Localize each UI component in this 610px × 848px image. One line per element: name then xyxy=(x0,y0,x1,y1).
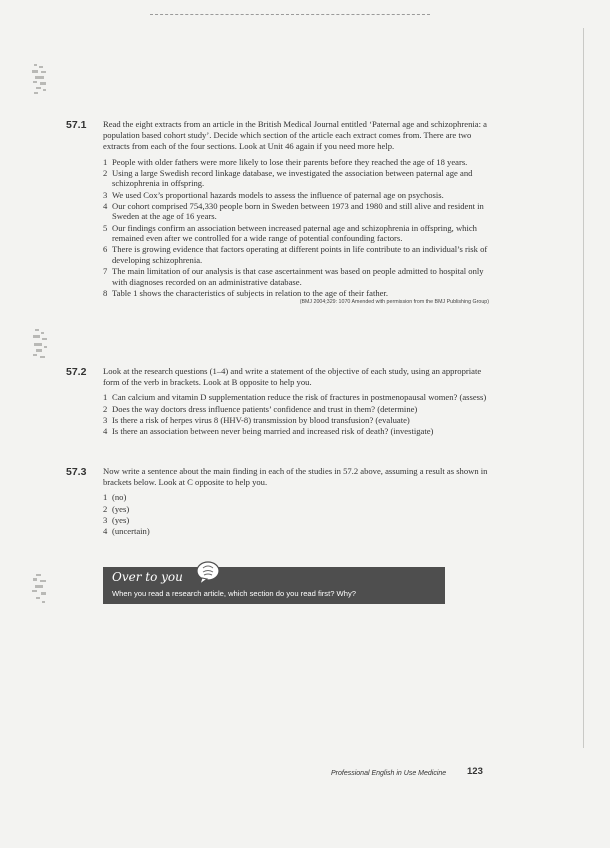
book-title: Professional English in Use Medicine xyxy=(331,770,447,777)
item-number: 3 xyxy=(103,414,108,425)
item-number: 4 xyxy=(103,200,108,211)
item-number: 8 xyxy=(103,287,108,298)
list-item xyxy=(103,190,493,201)
item-number: 3 xyxy=(103,189,108,200)
binder-hole-mark xyxy=(30,328,52,362)
page-number: 123 xyxy=(467,766,483,777)
item-text: Table 1 shows the characteristics of subjects in relation to the age of their father. xyxy=(112,287,388,298)
list-item xyxy=(103,168,493,189)
exercise-instructions: Now write a sentence about the main finding in each of the studies in 57.2 above, assuming a result as shown in brackets below. Look at C opposite to help you. xyxy=(103,466,488,488)
binder-hole-mark xyxy=(30,572,52,606)
list-item xyxy=(103,288,493,299)
item-text: (yes) xyxy=(112,503,130,514)
item-number: 2 xyxy=(103,167,108,178)
list-item xyxy=(103,504,493,515)
binder-hole-mark xyxy=(30,62,52,96)
item-text: There is growing evidence that factors operating at different points in life contribute to an individual’s risk of developing schizophrenia. xyxy=(112,244,488,265)
item-text: Does the way doctors dress influence patients’ confidence and trust in them? (determine) xyxy=(112,403,418,414)
item-number: 7 xyxy=(103,266,108,277)
list-item xyxy=(103,515,493,526)
question-list xyxy=(103,392,493,436)
exercise-instructions: Look at the research questions (1–4) and write a statement of the objective of each study, using an appropriate form of the verb in brackets. Look at B opposite to help you. xyxy=(103,366,482,388)
item-text: Is there an association between never being married and increased risk of death? (investigate) xyxy=(112,425,434,436)
item-text: (uncertain) xyxy=(112,525,150,536)
source-citation: (BMJ 2004;329: 1070 Amended with permission from the BMJ Publishing Group) xyxy=(299,299,489,306)
item-text: Using a large Swedish record linkage database, we investigated the association between paternal age and schizophrenia in offspring. xyxy=(112,167,473,189)
item-text: The main limitation of our analysis is that case ascertainment was based on people admitted to hospital only with diagnoses recorded on an administrative database. xyxy=(112,266,484,287)
item-text: (yes) xyxy=(112,514,130,525)
item-number: 4 xyxy=(103,425,108,436)
item-number: 4 xyxy=(103,525,108,536)
over-to-you-question: When you read a research article, which section do you read first? Why? xyxy=(112,589,356,598)
scan-top-edge xyxy=(150,14,430,15)
item-number: 2 xyxy=(103,503,108,514)
exercise-body xyxy=(103,466,493,537)
item-number: 6 xyxy=(103,244,108,255)
item-text: Our cohort comprised 754,330 people born in Sweden between 1973 and 1980 and still alive and resident in Sweden at the age of 16 years. xyxy=(112,200,484,222)
list-item xyxy=(103,223,493,244)
item-number: 1 xyxy=(103,492,108,503)
item-text: (no) xyxy=(112,492,127,503)
item-number: 2 xyxy=(103,403,108,414)
over-to-you-title: Over to you xyxy=(112,570,183,584)
list-item xyxy=(103,157,493,168)
list-item xyxy=(103,426,493,437)
item-text: People with older fathers were more likely to lose their parents before they reached the age of 18 years. xyxy=(112,156,468,167)
scan-right-edge xyxy=(583,28,584,748)
list-item xyxy=(103,392,493,403)
exercise-body xyxy=(103,366,493,437)
exercise-instructions: Read the eight extracts from an article in the British Medical Journal entitled ‘Paternal age and schizophrenia: a population based cohort study’. Decide which section of the article each extract comes from. There are two extracts from each of the four sections. Look at Unit 46 again if you need more help. xyxy=(103,119,487,152)
result-list xyxy=(103,492,493,536)
list-item xyxy=(103,404,493,415)
exercise-number: 57.1 xyxy=(66,119,87,131)
exercise-number: 57.3 xyxy=(66,466,87,478)
item-text: Our findings confirm an association between increased paternal age and schizophrenia in offspring, which remained even after we controlled for a wide range of potential confounding factors. xyxy=(112,222,477,244)
item-number: 1 xyxy=(103,156,108,167)
over-to-you-box xyxy=(103,567,445,604)
list-item xyxy=(103,415,493,426)
extract-list xyxy=(103,157,493,299)
item-text: Can calcium and vitamin D supplementation reduce the risk of fractures in postmenopausal women? (assess) xyxy=(112,392,487,403)
item-number: 1 xyxy=(103,392,108,403)
exercise-number: 57.2 xyxy=(66,366,87,378)
list-item xyxy=(103,526,493,537)
list-item xyxy=(103,492,493,503)
speech-bubble-icon xyxy=(195,559,221,585)
list-item xyxy=(103,201,493,222)
item-text: We used Cox’s proportional hazards models to assess the influence of paternal age on psychosis. xyxy=(112,189,444,200)
item-text: Is there a risk of herpes virus 8 (HHV-8) transmission by blood transfusion? (evaluate) xyxy=(112,414,410,425)
list-item xyxy=(103,244,493,265)
exercise-body xyxy=(103,119,493,305)
list-item xyxy=(103,266,493,287)
item-number: 3 xyxy=(103,514,108,525)
item-number: 5 xyxy=(103,222,108,233)
